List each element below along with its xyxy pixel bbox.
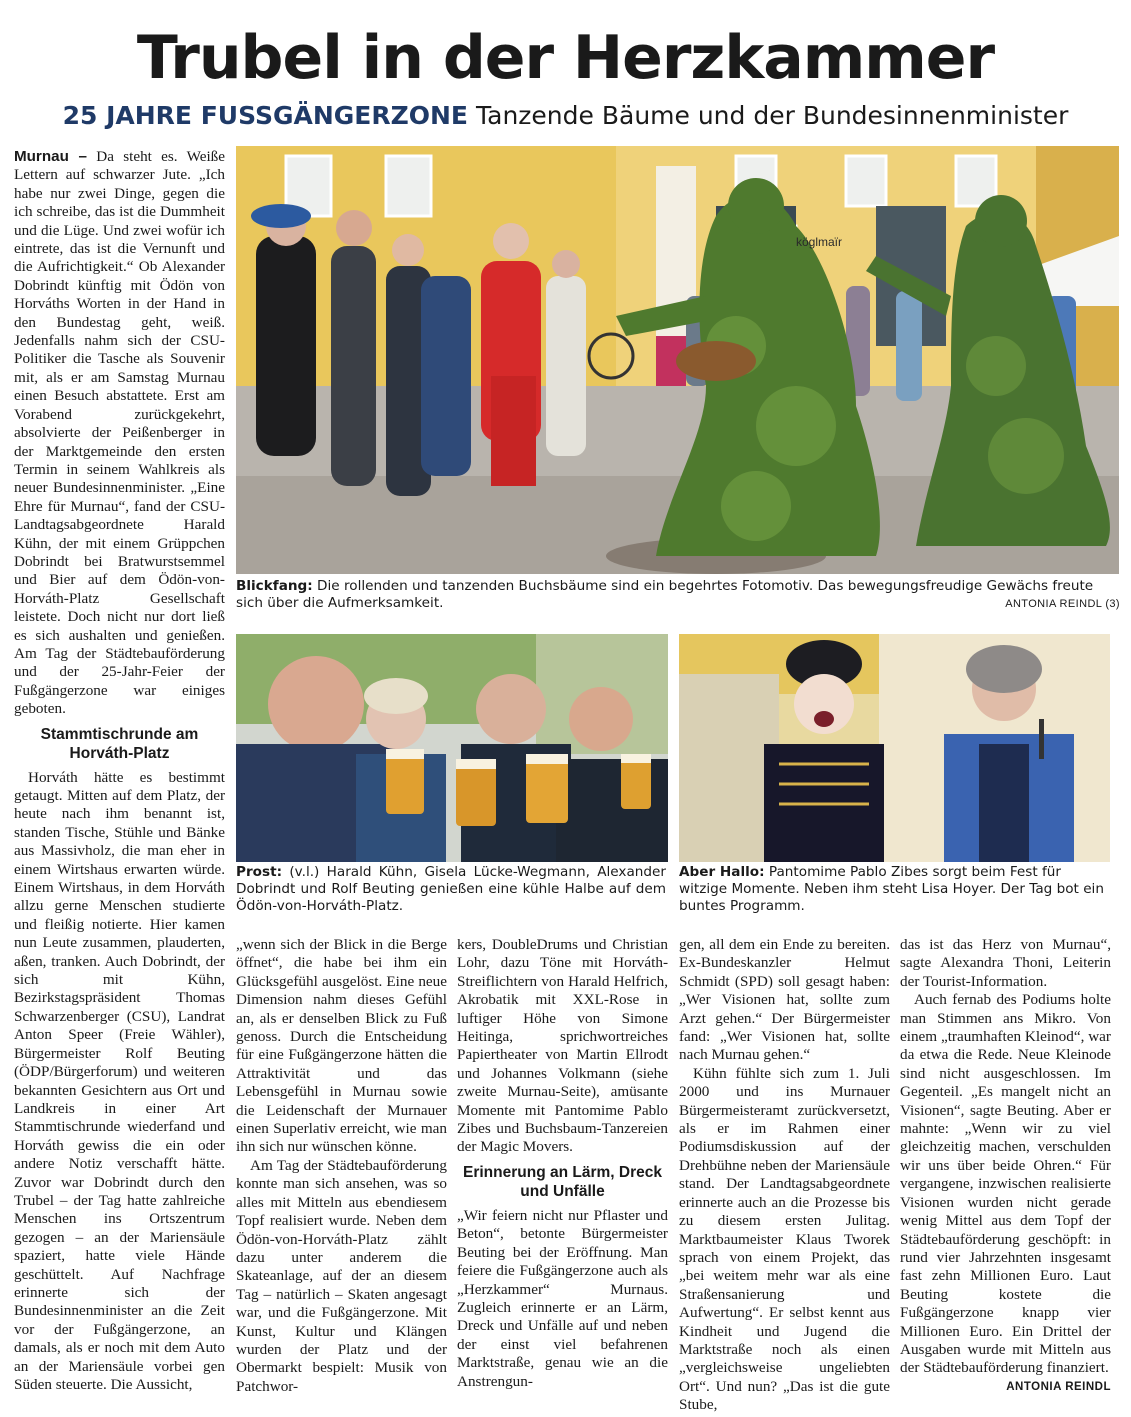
photo-credit: ANTONIA REINDL (3)	[1005, 598, 1120, 610]
kicker: 25 JAHRE FUSSGÄNGERZONE	[62, 101, 468, 130]
article-column-5	[900, 936, 1111, 1396]
prost-photo	[236, 634, 668, 862]
section-subhead: Erinnerung an Lärm, Dreck und Unfälle	[463, 1163, 662, 1200]
shop-sign: köglmaïr	[796, 235, 843, 249]
paragraph: das ist das Herz von Murnau“, sagte Alexandra Thoni, Leiterin der Tourist-Information.	[900, 936, 1111, 990]
dateline: Murnau –	[14, 148, 87, 165]
paragraph: „Wir feiern nicht nur Pflaster und Beton“, betonte Bürgermeister Beuting bei der Eröffnung. Man feiere die Fußgängerzone auch als „Herzkammer“ Murnaus. Zugleich erinnerte er an Lärm, Dreck und Unfälle auf und neben der einst viel befahrenen Marktstraße, genau wie an die Anstrengun-	[457, 1206, 668, 1390]
paragraph	[14, 148, 225, 719]
paragraph: Am Tag der Städtebauförderung konnte man sich ansehen, was so alles mit Mitteln aus ebendiesem Topf realisiert wurde. Neben dem Ödön-von-Horváth-Platz zählt dazu unter anderem die Skateanlage, auf der an diesem Tag – natürlich – Skaten angesagt war, und die Fußgängerzone. Mit Kunst, Kultur und Klängen wurden der Platz und der Obermarkt bespielt: Musik von Patchwor-	[236, 1156, 447, 1395]
main-photo-buchsbaeume	[236, 146, 1119, 574]
caption-lead: Prost:	[236, 864, 283, 880]
paragraph: Kühn fühlte sich zum 1. Juli 2000 und ins Murnauer Bürgermeisteramt zurückversetzt, als er im Rahmen einer Podiumsdiskussion auf der Drehbühne neben der Mariensäule stand. Der Landtagsabgeordnete erinnerte auch an die Prozesse bis zu diesem ersten Julitag. Marktbaumeister Klaus Tworek sprach von einem Projekt, das „bei weitem mehr war als eine Straßensanierung und Aufwertung“. Er selbst kennt aus Kindheit und Jugend die Marktstraße noch als einen „vergleichsweise ungeliebten Ort“. Und nun? „Das ist die gute Stube,	[679, 1064, 890, 1414]
headline: Trubel in der Herzkammer	[136, 23, 995, 93]
subheadline: Tanzende Bäume und der Bundesinnenminister	[476, 101, 1069, 130]
photo-illustration	[679, 634, 1110, 862]
article-column-2	[236, 936, 447, 1396]
paragraph: kers, DoubleDrums und Christian Lohr, dazu Töne mit Horváth-Streiflichtern von Harald Helfrich, Akrobatik mit XXL-Rose in luftiger Höhe von Simone Heitinga, sprichwortreiches Papiertheater von Martin Ellrodt und Johannes Volkmann (siehe zweite Murnau-Seite), amüsante Momente mit Pantomime Pablo Zibes und Buchsbaum-Tanzereien der Magic Movers.	[457, 936, 668, 1156]
paragraph	[900, 991, 1111, 1393]
paragraph-text: Da steht es. Weiße Lettern auf schwarzer Jute. „Ich habe nur zwei Dinge, gegen die ich schreibe, das ist die Dummheit und die Lüge. Und zwei wofür ich eintrete, das ist die Vernunft und die Aufrichtigkeit.“ Ob Alexander Dobrindt künftig mit Ödön von Horváths Worten in der Hand in den Bundestag geht, weiß. Jedenfalls nahm sich der CSU-Politiker die Tasche als Souvenir mit, als er am Samstag Murnau einen Besuch abstattete. Erst am Vorabend zurückgekehrt, absolvierte der Peißenberger in der Marktgemeinde den ersten Termin in seinem Wahlkreis als neuer Bundesinnenminister. „Eine Ehre für Murnau“, fand der CSU-Landtagsabgeordnete Harald Kühn, der mit einem Grüppchen Dobrindt bei Bratwurstsemmel und Bier auf dem Ödön-von-Horváth-Platz Gesellschaft leistete. Doch nicht nur dort ließ es sich aushalten und genießen. Am Tag der Städtebauförderung und der 25-Jahr-Feier der Fußgängerzone war einiges geboten.	[14, 148, 225, 718]
paragraph: gen, all dem ein Ende zu bereiten. Ex-Bundeskanzler Helmut Schmidt (SPD) soll gesagt haben: „Wer Visionen hat, sollte zum Arzt gehen.“ Der Bürgermeister fand: „Wer Visionen hat, sollte nach Murnau gehen.“	[679, 936, 890, 1064]
caption-text: Die rollenden und tanzenden Buchsbäume sind ein begehrtes Fotomotiv. Das bewegungsfreudige Gewächs freute sich über die Aufmerksamkeit.	[236, 578, 1094, 611]
photo-illustration	[236, 146, 1119, 574]
paragraph: „wenn sich der Blick in die Berge öffnet“, die habe bei ihm ein Glücksgefühl ausgelöst. Eine neue Dimension nahm dieses Gefühl an, als er denselben Blick zu Fuß genoss. Durch die Entscheidung für eine Fußgängerzone hätten die Attraktivität und das Lebensgefühl in Murnau sowie die Leidenschaft der Murnauer einen Superlativ erreicht, wie man ihn sich nur wünschen könne.	[236, 936, 447, 1156]
caption-text: (v.l.) Harald Kühn, Gisela Lücke-Wegmann, Alexander Dobrindt und Rolf Beuting genießen eine kühle Halbe auf dem Ödön-von-Horváth-Platz.	[236, 864, 666, 914]
pantomime-photo	[679, 634, 1110, 862]
paragraph-text: Auch fernab des Podiums holte man Stimmen ans Mikro. Von einem „traumhaften Kleinod“, war da etwa die Rede. Neue Kleinode sind nicht ausgeschlossen. Im Gegenteil. „Es mangelt nicht an Visionen“, sagte Beuting. Aber er mahnte: „Wenn wir zu viel gleichzeitig machen, verschulden wir uns über beide Ohren.“ Für vergangene, inzwischen realisierte Visionen wurden nicht gerade wenig Mittel aus dem Topf der Städtebauförderung geschöpft: in rund vier Jahrzehnten insgesamt fast zehn Millionen Euro. Laut Beuting kostete die Fußgängerzone knapp vier Millionen Euro. Ein Drittel der Ausgaben wurde mit Mitteln aus der Städtebauförderung finanziert.	[900, 991, 1111, 1377]
caption-lead: Blickfang:	[236, 578, 313, 594]
caption-text: Pantomime Pablo Zibes sorgt beim Fest für witzige Momente. Neben ihm steht Lisa Hoyer. Der Tag bot ein buntes Programm.	[679, 864, 1104, 914]
pantomime-caption	[679, 864, 1111, 915]
caption-lead: Aber Hallo:	[679, 864, 765, 880]
paragraph: Horváth hätte es bestimmt getaugt. Mitten auf dem Platz, der heute nach ihm benannt ist, standen Tische, Stühle und Bänke aus Massivholz, die man eher in einem Wirtshaus erwarten würde. Einem Wirtshaus, in dem Horváth allzu gerne Menschen studierte und fleißig notierte. Hier kamen nun Leute zusammen, plauderten, aßen, tranken. Auch Dobrindt, der sich mit Kühn, Bezirkstagspräsident Thomas Schwarzenberger (CSU), Landrat Anton Speer (Freie Wähler), Bürgermeister Rolf Beuting (ÖDP/Bürgerforum) und weiteren bekannten Gesichtern aus Ort und Landkreis in einer Art Stammtischrunde wiederfand und Horváth gewiss die ein oder andere Notiz verschafft hätte. Zuvor war Dobrindt durch den Trubel – der Tag hatte zahlreiche Menschen ins Ortszentrum gezogen – an der Mariensäule spaziert, hatte viele Hände geschüttelt. Auf Nachfrage erinnerte sich der Bundesinnenminister an die Zeit vor der Fußgängerzone, an damals, als er noch mit dem Auto an der Mariensäule vorbei gen Süden steuerte. Die Aussicht,	[14, 768, 225, 1393]
article-column-1	[14, 148, 225, 1394]
prost-caption	[236, 864, 666, 915]
photo-illustration	[236, 634, 668, 862]
subheadline-row	[0, 102, 1131, 130]
section-subhead: Stammtischrunde am Horváth-Platz	[40, 725, 199, 762]
article-column-4	[679, 936, 890, 1415]
author: ANTONIA REINDL	[1006, 1380, 1111, 1393]
article-column-3	[457, 936, 668, 1391]
